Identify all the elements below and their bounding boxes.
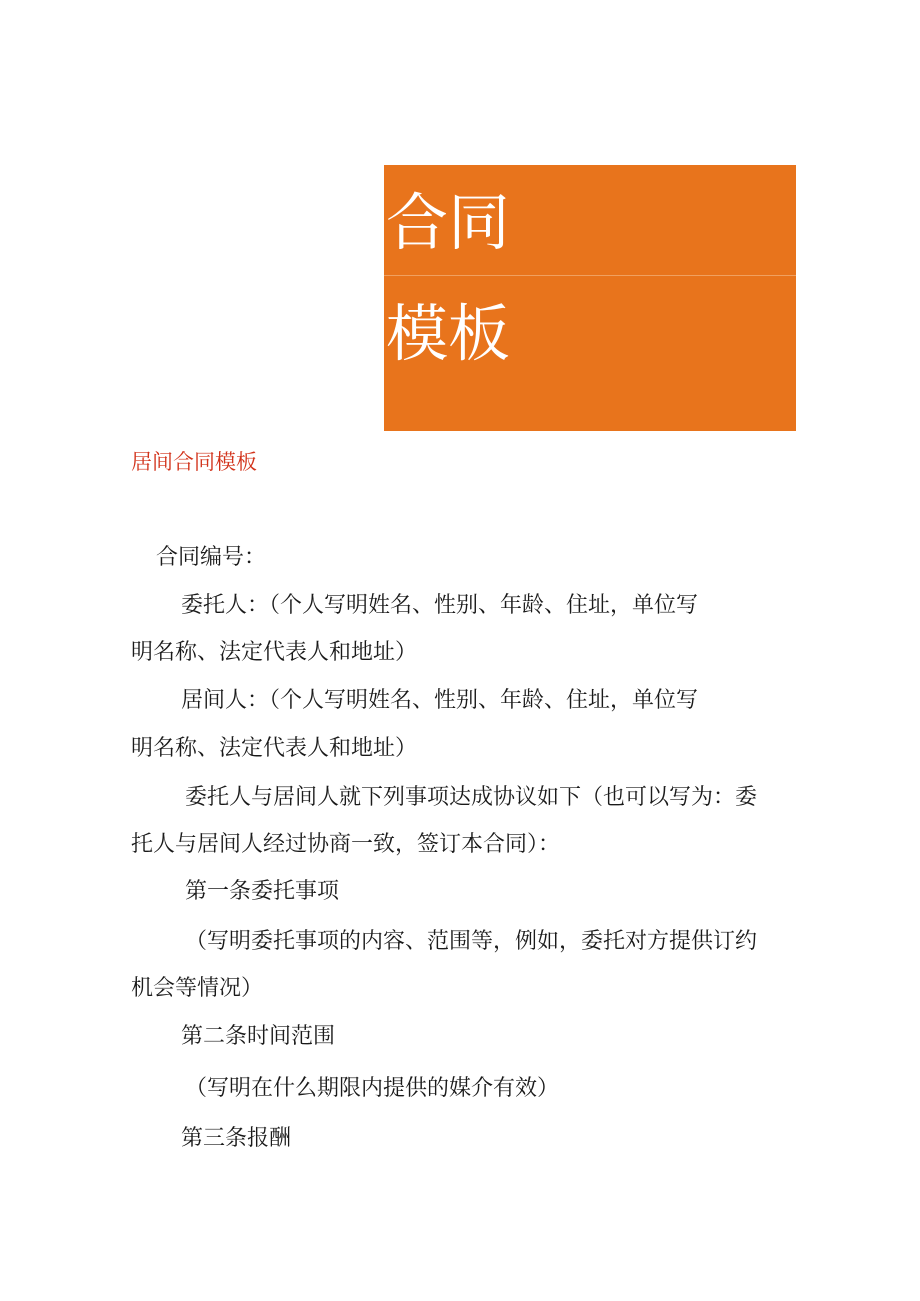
article3-heading: 第三条报酬 <box>181 1126 292 1151</box>
agreement-intro-line1: 委托人与居间人就下列事项达成协议如下（也可以写为：委 <box>185 785 758 810</box>
cover-divider <box>384 275 796 276</box>
article2-heading: 第二条时间范围 <box>181 1024 336 1049</box>
cover-block <box>384 165 796 431</box>
principal-line1: 委托人：（个人写明姓名、性别、年龄、住址，单位写 <box>181 593 699 618</box>
article1-line1: （写明委托事项的内容、范围等，例如，委托对方提供订约 <box>185 929 758 954</box>
article1-line2: 机会等情况） <box>131 976 264 1001</box>
contract-number-label: 合同编号： <box>156 545 267 570</box>
agreement-intro-line2: 托人与居间人经过协商一致，签订本合同）： <box>131 832 561 857</box>
intermediary-line2: 明名称、法定代表人和地址） <box>131 736 418 761</box>
cover-title-line2: 模板 <box>386 297 511 370</box>
document-subtitle: 居间合同模板 <box>131 450 257 474</box>
article2-line1: （写明在什么期限内提供的媒介有效） <box>185 1076 560 1101</box>
principal-line2: 明名称、法定代表人和地址） <box>131 640 418 665</box>
article1-heading: 第一条委托事项 <box>185 879 340 904</box>
intermediary-line1: 居间人：（个人写明姓名、性别、年龄、住址，单位写 <box>181 688 699 713</box>
cover-title-line1: 合同 <box>386 186 511 259</box>
